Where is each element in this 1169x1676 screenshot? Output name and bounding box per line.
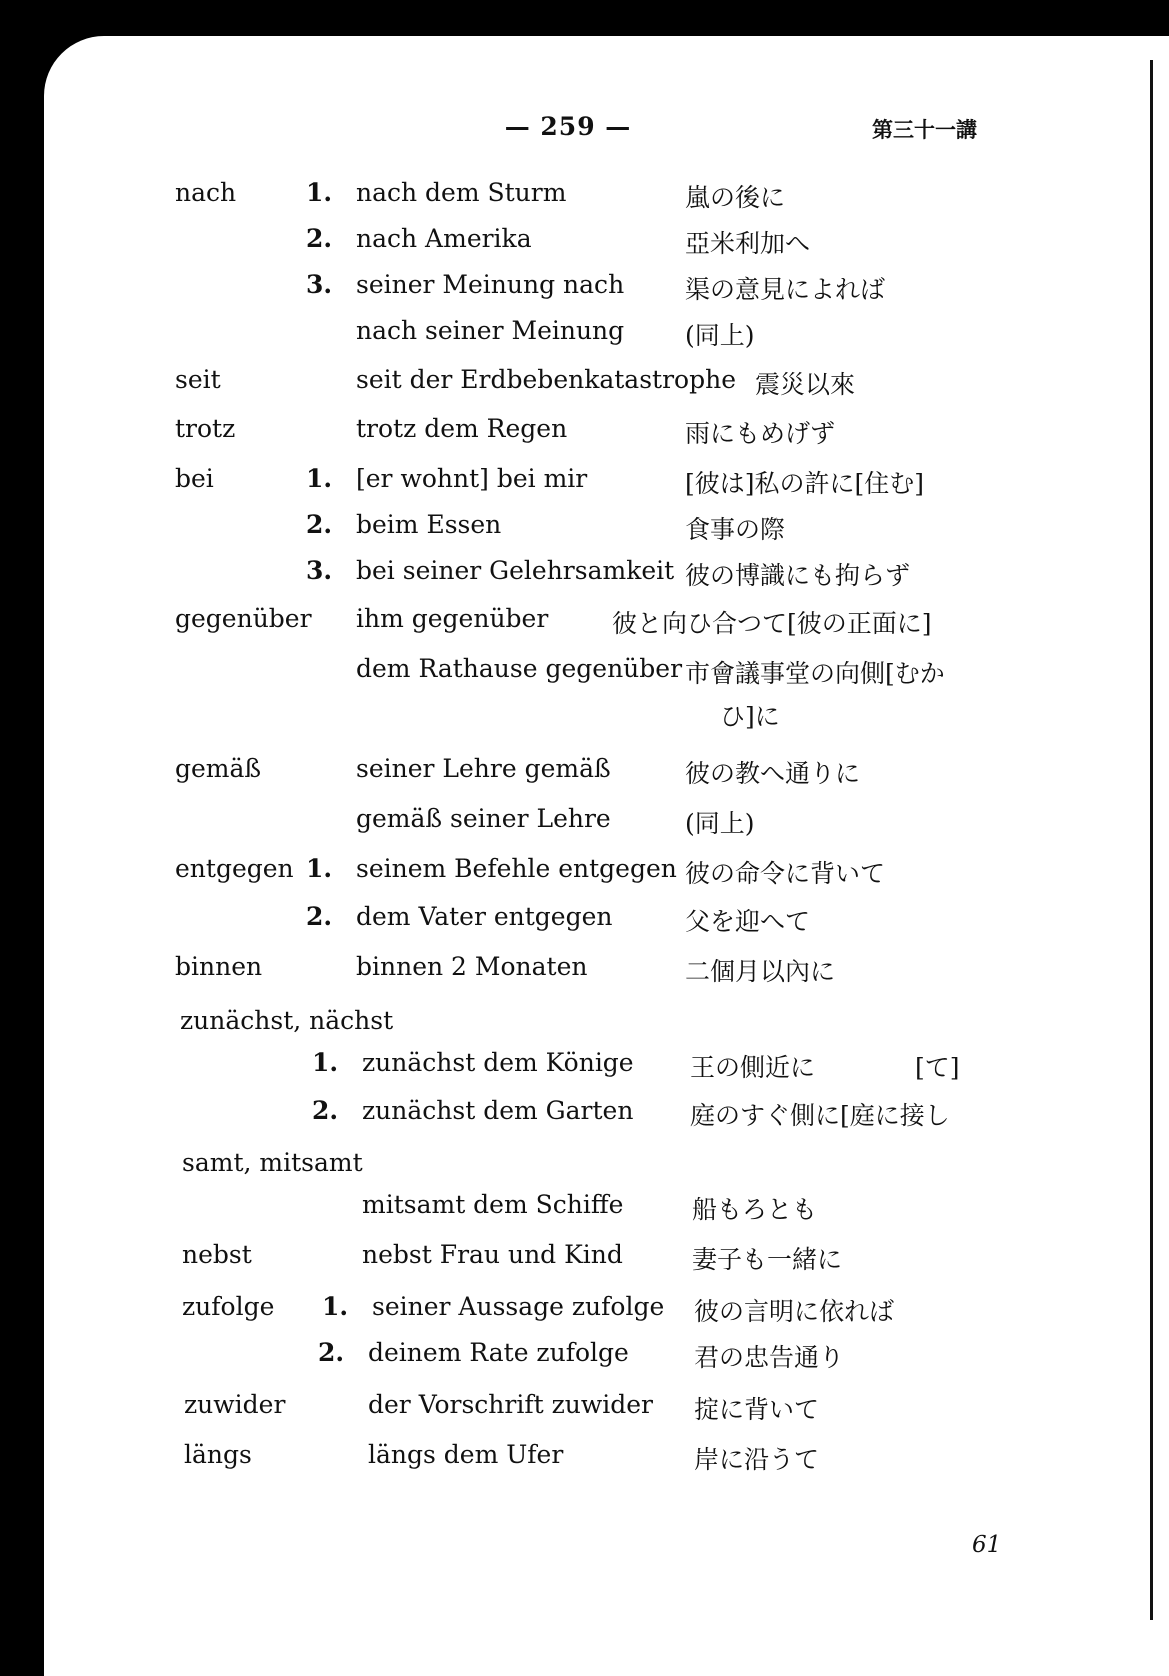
entry-german: seiner Aussage zufolge [372, 1292, 665, 1321]
entry-row [0, 1292, 1169, 1332]
entry-japanese: 亞米利加へ [685, 229, 811, 258]
entry-head: gegenüber [175, 604, 312, 633]
entry-japanese: 岸に沿うて [694, 1445, 820, 1474]
entry-german: nebst Frau und Kind [362, 1240, 623, 1269]
entry-head: gemäß [175, 754, 262, 783]
lesson-title: 第三十一講 [872, 117, 977, 142]
entry-japanese: 食事の際 [685, 515, 786, 544]
entry-japanese: 彼の言明に依れば [694, 1297, 895, 1326]
entry-german: mitsamt dem Schiffe [362, 1190, 624, 1219]
entry-row [0, 1190, 1169, 1230]
entry-german: beim Essen [356, 510, 502, 539]
entry-japanese: 王の側近に [て] [690, 1053, 960, 1082]
entry-german: der Vorschrift zuwider [368, 1390, 653, 1419]
entry-japanese: 妻子も一緒に [692, 1245, 843, 1274]
entry-number: 2. [318, 1338, 345, 1367]
entry-head: zuwider [184, 1390, 286, 1419]
entry-german: [er wohnt] bei mir [356, 464, 588, 493]
entry-head: zufolge [182, 1292, 275, 1321]
entry-row [0, 365, 1169, 405]
entry-row [0, 697, 1169, 737]
entry-row [0, 1390, 1169, 1430]
entry-row [0, 1006, 1169, 1046]
entry-japanese: 庭のすぐ側に[庭に接し [690, 1101, 950, 1130]
entry-row [0, 604, 1169, 644]
entry-japanese: 彼の命令に背いて [685, 859, 886, 888]
entry-number: 2. [312, 1096, 339, 1125]
entry-german: gemäß seiner Lehre [356, 804, 611, 833]
entry-row [0, 464, 1169, 504]
entry-german: trotz dem Regen [356, 414, 568, 443]
entry-german: zunächst dem Garten [362, 1096, 634, 1125]
entry-row [0, 952, 1169, 992]
entry-japanese: 父を迎へて [685, 907, 811, 936]
entry-german: dem Rathause gegenüber [356, 654, 683, 683]
entry-german: seinem Befehle entgegen [356, 854, 677, 883]
entry-row [0, 510, 1169, 550]
entry-japanese: 震災以來 [755, 370, 856, 399]
entry-head: längs [184, 1440, 252, 1469]
entry-japanese: ひ]に [720, 702, 780, 731]
entry-number: 3. [306, 270, 333, 299]
entry-number: 1. [322, 1292, 349, 1321]
entry-german: zunächst dem Könige [362, 1048, 634, 1077]
entry-head: samt, mitsamt [182, 1148, 363, 1177]
entry-head: bei [175, 464, 214, 493]
entry-japanese: (同上) [685, 321, 755, 350]
entry-row [0, 654, 1169, 694]
entry-row [0, 1148, 1169, 1188]
entry-head: nach [175, 178, 237, 207]
entry-german: nach Amerika [356, 224, 532, 253]
entry-row [0, 902, 1169, 942]
entry-japanese: 二個月以內に [685, 957, 836, 986]
entry-german: binnen 2 Monaten [356, 952, 588, 981]
entry-row [0, 1240, 1169, 1280]
entry-row [0, 224, 1169, 264]
entry-row [0, 556, 1169, 596]
entry-row [0, 178, 1169, 218]
entry-row [0, 1096, 1169, 1136]
page-number: — 259 — [504, 112, 632, 141]
entry-japanese: 彼と向ひ合つて[彼の正面に] [612, 609, 932, 638]
entry-japanese: 渠の意見によれば [685, 275, 886, 304]
entry-german: seiner Lehre gemäß [356, 754, 611, 783]
entry-german: längs dem Ufer [368, 1440, 564, 1469]
entry-german: nach seiner Meinung [356, 316, 625, 345]
entry-number: 1. [306, 854, 333, 883]
entry-head: zunächst, nächst [180, 1006, 394, 1035]
entry-row [0, 1338, 1169, 1378]
entry-german: seit der Erdbebenkatastrophe [356, 365, 736, 394]
entry-row [0, 754, 1169, 794]
entry-japanese: 君の忠告通り [694, 1343, 845, 1372]
entry-german: seiner Meinung nach [356, 270, 625, 299]
entry-row [0, 316, 1169, 356]
entry-japanese: 彼の博識にも拘らず [685, 561, 911, 590]
entry-row [0, 1048, 1169, 1088]
entry-head: binnen [175, 952, 263, 981]
folio-number: 61 [972, 1532, 1002, 1558]
entry-number: 1. [306, 178, 333, 207]
entry-number: 2. [306, 510, 333, 539]
entry-number: 1. [312, 1048, 339, 1077]
entry-german: dem Vater entgegen [356, 902, 613, 931]
page-header [0, 112, 1169, 152]
entry-japanese: 船もろとも [692, 1195, 818, 1224]
entry-japanese: 市會議事堂の向側[むか [685, 659, 945, 688]
entry-japanese: 嵐の後に [685, 183, 786, 212]
entry-japanese: 彼の教へ通りに [685, 759, 861, 788]
entry-row [0, 414, 1169, 454]
entry-head: seit [175, 365, 221, 394]
entry-number: 1. [306, 464, 333, 493]
entry-head: trotz [175, 414, 236, 443]
entry-number: 2. [306, 902, 333, 931]
entry-number: 3. [306, 556, 333, 585]
entry-head: nebst [182, 1240, 252, 1269]
entry-japanese: 雨にもめげず [685, 419, 836, 448]
entry-row [0, 854, 1169, 894]
entry-german: ihm gegenüber [356, 604, 549, 633]
entry-number: 2. [306, 224, 333, 253]
entry-head: entgegen [175, 854, 294, 883]
entry-row [0, 804, 1169, 844]
entry-japanese: [彼は]私の許に[住む] [685, 469, 925, 498]
entry-row [0, 1440, 1169, 1480]
entry-japanese: 掟に背いて [694, 1395, 820, 1424]
entry-german: bei seiner Gelehrsamkeit [356, 556, 675, 585]
entry-german: deinem Rate zufolge [368, 1338, 629, 1367]
entry-german: nach dem Sturm [356, 178, 567, 207]
entry-row [0, 270, 1169, 310]
entry-japanese: (同上) [685, 809, 755, 838]
